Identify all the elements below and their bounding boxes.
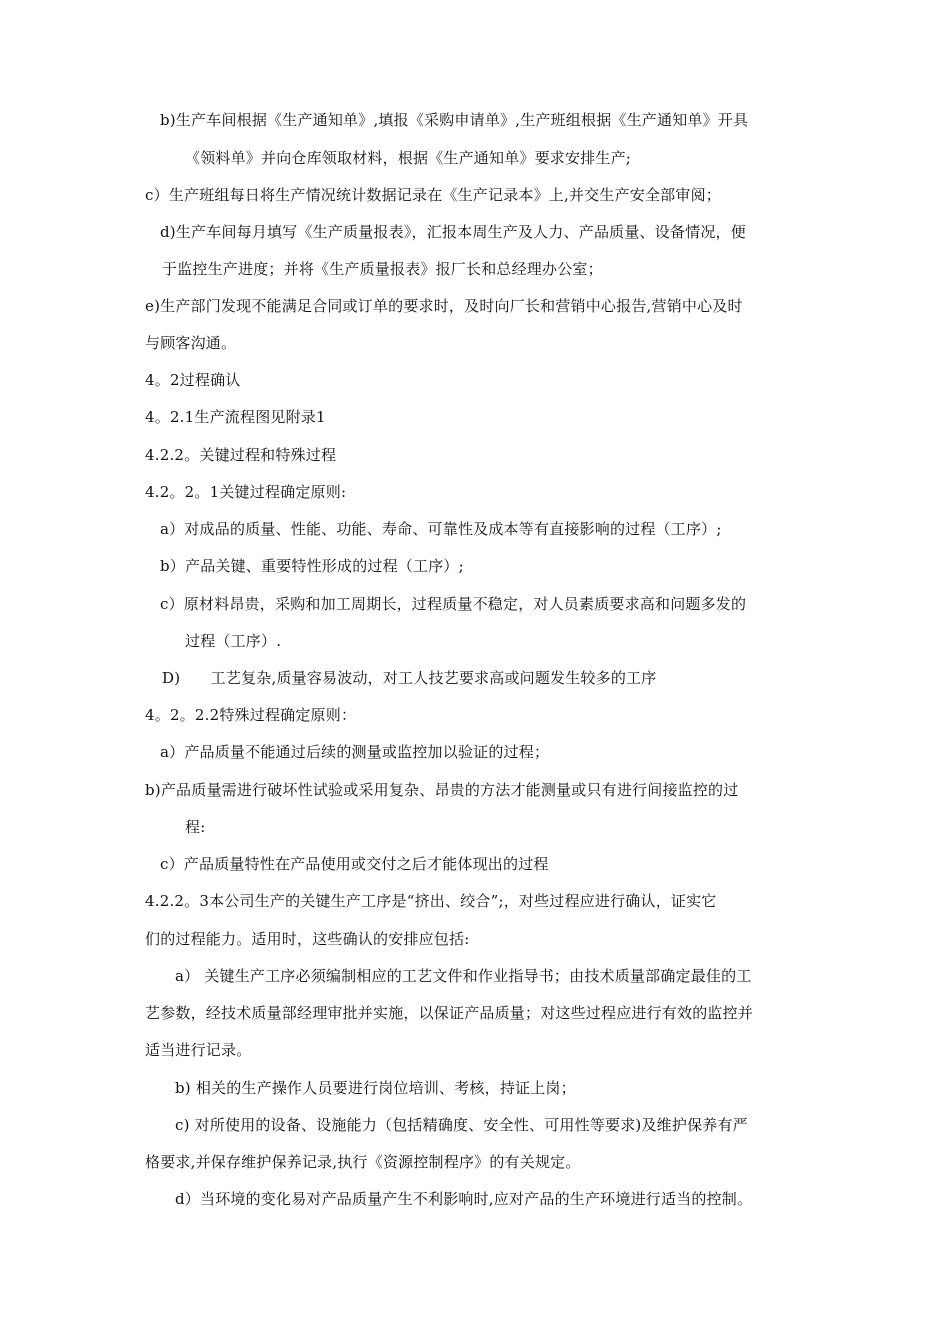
- text-line: c）产品质量特性在产品使用或交付之后才能体现出的过程: [160, 855, 549, 873]
- text-line: b)产品质量需进行破坏性试验或采用复杂、昂贵的方法才能测量或只有进行间接监控的过: [145, 781, 739, 799]
- text-line: 们的过程能力。适用时，这些确认的安排应包括:: [145, 930, 470, 948]
- text-line: b) 相关的生产操作人员要进行岗位培训、考核，持证上岗；: [175, 1079, 576, 1097]
- section-heading: 4.2。2。1关键过程确定原则:: [145, 483, 347, 501]
- text-line: e)生产部门发现不能满足合同或订单的要求时，及时向厂长和营销中心报告,营销中心及时: [145, 297, 743, 315]
- text-line: 于监控生产进度；并将《生产质量报表》报厂长和总经理办公室；: [162, 260, 603, 278]
- text-line: d)生产车间每月填写《生产质量报表》，汇报本周生产及人力、产品质量、设备情况，便: [160, 223, 746, 241]
- text-line: 格要求,并保存维护保养记录,执行《资源控制程序》的有关规定。: [145, 1153, 581, 1171]
- section-heading: 4.2.2。关键过程和特殊过程: [145, 446, 337, 464]
- text-line: c）生产班组每日将生产情况统计数据记录在《生产记录本》上,并交生产安全部审阅；: [145, 186, 721, 204]
- text-line: a）对成品的质量、性能、功能、寿命、可靠性及成本等有直接影响的过程（工序）;: [160, 520, 722, 538]
- section-heading: 4。2过程确认: [145, 371, 241, 389]
- text-line: c) 对所使用的设备、设施能力（包括精确度、安全性、可用性等要求)及维护保养有严: [175, 1116, 748, 1134]
- text-line: c）原材料昂贵，采购和加工周期长，过程质量不稳定，对人员素质要求高和问题多发的: [160, 595, 747, 613]
- text-line: a）产品质量不能通过后续的测量或监控加以验证的过程；: [160, 743, 550, 761]
- text-line: 过程（工序）.: [185, 632, 282, 650]
- text-line: b）产品关键、重要特性形成的过程（工序）;: [160, 557, 464, 575]
- text-line: 艺参数，经技术质量部经理审批并实施，以保证产品质量；对这些过程应进行有效的监控并: [145, 1004, 754, 1022]
- text-line: d）当环境的变化易对产品质量产生不利影响时,应对产品的生产环境进行适当的控制。: [175, 1190, 753, 1208]
- text-line: a） 关键生产工序必须编制相应的工艺文件和作业指导书；由技术质量部确定最佳的工: [175, 967, 752, 985]
- text-line: 《领料单》并向仓库领取材料，根据《生产通知单》要求安排生产;: [185, 149, 632, 167]
- text-line: 与顾客沟通。: [145, 334, 237, 352]
- section-heading: 4。2。2.2特殊过程确定原则：: [145, 706, 357, 724]
- text-line: 适当进行记录。: [145, 1041, 252, 1059]
- text-line: 程:: [185, 818, 206, 836]
- text-line: b)生产车间根据《生产通知单》,填报《采购申请单》,生产班组根据《生产通知单》开具: [160, 111, 749, 129]
- text-line: D) 工艺复杂,质量容易波动，对工人技艺要求高或问题发生较多的工序: [162, 669, 657, 687]
- section-heading: 4。2.1生产流程图见附录1: [145, 408, 326, 426]
- text-line: 4.2.2。3本公司生产的关键生产工序是“挤出、绞合”;，对些过程应进行确认，证实它: [145, 892, 717, 910]
